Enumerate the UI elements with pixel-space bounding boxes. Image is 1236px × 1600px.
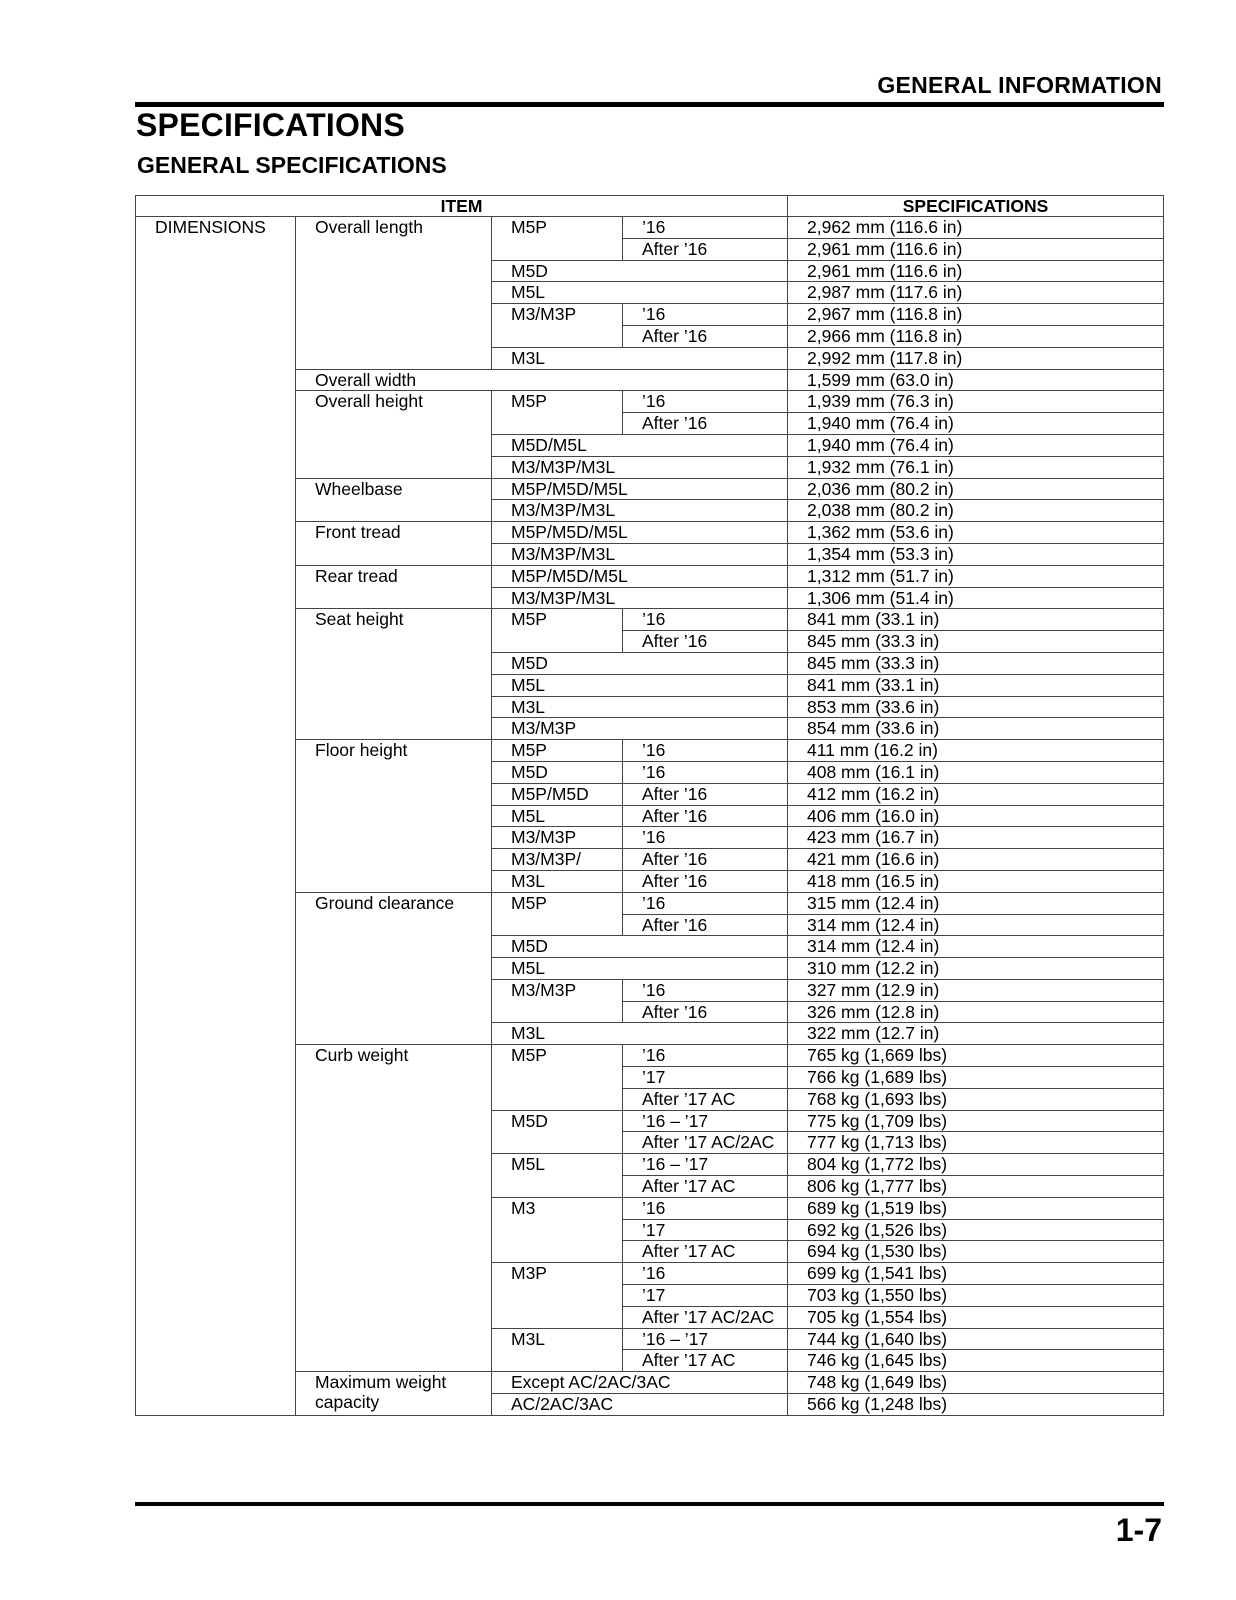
item-cell: Overall height: [296, 391, 492, 478]
year-cell: After ’17 AC: [623, 1241, 788, 1263]
spec-cell: 1,932 mm (76.1 in): [788, 456, 1164, 478]
model-cell: M5D: [492, 1110, 623, 1154]
year-cell: ’16 – ’17: [623, 1328, 788, 1350]
model-cell: M3/M3P: [492, 304, 623, 348]
spec-cell: 1,940 mm (76.4 in): [788, 413, 1164, 435]
specifications-column-header: SPECIFICATIONS: [788, 196, 1164, 217]
year-cell: After ’16: [623, 870, 788, 892]
year-cell: After ’17 AC: [623, 1350, 788, 1372]
model-cell: M3L: [492, 870, 623, 892]
model-cell: M5L: [492, 674, 788, 696]
spec-cell: 411 mm (16.2 in): [788, 740, 1164, 762]
model-cell: M3/M3P/: [492, 849, 623, 871]
year-cell: After ’17 AC: [623, 1176, 788, 1198]
year-cell: ’17: [623, 1219, 788, 1241]
year-cell: ’16: [623, 1197, 788, 1219]
spec-cell: 854 mm (33.6 in): [788, 718, 1164, 740]
model-cell: M5D: [492, 652, 788, 674]
model-cell: M5P/M5D: [492, 783, 623, 805]
spec-cell: 689 kg (1,519 lbs): [788, 1197, 1164, 1219]
year-cell: ’16 – ’17: [623, 1154, 788, 1176]
model-cell: M5L: [492, 1154, 623, 1198]
spec-cell: 322 mm (12.7 in): [788, 1023, 1164, 1045]
page-title: SPECIFICATIONS: [136, 107, 405, 143]
model-cell: Except AC/2AC/3AC: [492, 1372, 788, 1394]
spec-cell: 1,939 mm (76.3 in): [788, 391, 1164, 413]
year-cell: ’16: [623, 979, 788, 1001]
spec-cell: 841 mm (33.1 in): [788, 609, 1164, 631]
spec-cell: 1,362 mm (53.6 in): [788, 522, 1164, 544]
spec-cell: 777 kg (1,713 lbs): [788, 1132, 1164, 1154]
spec-cell: 2,966 mm (116.8 in): [788, 325, 1164, 347]
table-header-row: [136, 196, 1164, 217]
spec-cell: 2,961 mm (116.6 in): [788, 260, 1164, 282]
item-cell: Seat height: [296, 609, 492, 740]
year-cell: After ’17 AC: [623, 1088, 788, 1110]
table-body: [136, 217, 1164, 1416]
spec-cell: 804 kg (1,772 lbs): [788, 1154, 1164, 1176]
year-cell: ’16: [623, 892, 788, 914]
spec-cell: 746 kg (1,645 lbs): [788, 1350, 1164, 1372]
spec-cell: 566 kg (1,248 lbs): [788, 1394, 1164, 1416]
model-cell: M3: [492, 1197, 623, 1262]
spec-cell: 853 mm (33.6 in): [788, 696, 1164, 718]
year-cell: After ’16: [623, 631, 788, 653]
bottom-rule: [135, 1502, 1164, 1506]
model-cell: M3/M3P: [492, 827, 623, 849]
spec-cell: 315 mm (12.4 in): [788, 892, 1164, 914]
year-cell: After ’17 AC/2AC: [623, 1306, 788, 1328]
item-column-header: ITEM: [136, 196, 788, 217]
category-cell: DIMENSIONS: [136, 217, 296, 1416]
model-cell: M5L: [492, 805, 623, 827]
model-cell: M5P/M5D/M5L: [492, 478, 788, 500]
year-cell: ’16: [623, 391, 788, 413]
spec-cell: 766 kg (1,689 lbs): [788, 1067, 1164, 1089]
item-cell: Overall width: [296, 369, 788, 391]
year-cell: After ’16: [623, 238, 788, 260]
spec-cell: 841 mm (33.1 in): [788, 674, 1164, 696]
item-cell: Wheelbase: [296, 478, 492, 522]
year-cell: After ’16: [623, 413, 788, 435]
model-cell: M5P: [492, 892, 623, 936]
year-cell: After ’16: [623, 805, 788, 827]
spec-cell: 699 kg (1,541 lbs): [788, 1263, 1164, 1285]
model-cell: M3/M3P/M3L: [492, 456, 788, 478]
spec-cell: 845 mm (33.3 in): [788, 652, 1164, 674]
page-number: 1-7: [1115, 1512, 1162, 1548]
spec-cell: 806 kg (1,777 lbs): [788, 1176, 1164, 1198]
model-cell: M5D: [492, 936, 788, 958]
spec-cell: 2,038 mm (80.2 in): [788, 500, 1164, 522]
model-cell: M5D: [492, 761, 623, 783]
year-cell: After ’17 AC/2AC: [623, 1132, 788, 1154]
spec-cell: 310 mm (12.2 in): [788, 958, 1164, 980]
spec-cell: 768 kg (1,693 lbs): [788, 1088, 1164, 1110]
spec-cell: 1,306 mm (51.4 in): [788, 587, 1164, 609]
spec-cell: 705 kg (1,554 lbs): [788, 1306, 1164, 1328]
model-cell: M5P: [492, 1045, 623, 1110]
table-row: [136, 217, 1164, 239]
model-cell: M3L: [492, 1328, 623, 1372]
spec-cell: 2,992 mm (117.8 in): [788, 347, 1164, 369]
year-cell: ’16: [623, 740, 788, 762]
model-cell: M3L: [492, 696, 788, 718]
specifications-table: [135, 195, 1164, 1416]
spec-cell: 314 mm (12.4 in): [788, 914, 1164, 936]
spec-cell: 775 kg (1,709 lbs): [788, 1110, 1164, 1132]
spec-cell: 2,962 mm (116.6 in): [788, 217, 1164, 239]
spec-cell: 694 kg (1,530 lbs): [788, 1241, 1164, 1263]
spec-cell: 765 kg (1,669 lbs): [788, 1045, 1164, 1067]
model-cell: M3P: [492, 1263, 623, 1328]
spec-cell: 418 mm (16.5 in): [788, 870, 1164, 892]
year-cell: After ’16: [623, 325, 788, 347]
model-cell: AC/2AC/3AC: [492, 1394, 788, 1416]
spec-cell: 748 kg (1,649 lbs): [788, 1372, 1164, 1394]
model-cell: M5P: [492, 217, 623, 261]
spec-cell: 327 mm (12.9 in): [788, 979, 1164, 1001]
spec-cell: 2,961 mm (116.6 in): [788, 238, 1164, 260]
spec-cell: 744 kg (1,640 lbs): [788, 1328, 1164, 1350]
item-cell: Front tread: [296, 522, 492, 566]
year-cell: ’16: [623, 304, 788, 326]
model-cell: M3/M3P/M3L: [492, 543, 788, 565]
section-title: GENERAL SPECIFICATIONS: [137, 152, 447, 178]
model-cell: M3/M3P/M3L: [492, 587, 788, 609]
model-cell: M5P/M5D/M5L: [492, 565, 788, 587]
model-cell: M5D/M5L: [492, 434, 788, 456]
year-cell: After ’16: [623, 1001, 788, 1023]
model-cell: M3L: [492, 1023, 788, 1045]
item-cell: Maximum weight capacity: [296, 1372, 492, 1416]
item-cell: Curb weight: [296, 1045, 492, 1372]
spec-cell: 423 mm (16.7 in): [788, 827, 1164, 849]
year-cell: ’17: [623, 1067, 788, 1089]
section-header: GENERAL INFORMATION: [877, 72, 1162, 98]
spec-cell: 314 mm (12.4 in): [788, 936, 1164, 958]
spec-cell: 2,987 mm (117.6 in): [788, 282, 1164, 304]
model-cell: M3/M3P: [492, 979, 623, 1023]
year-cell: After ’16: [623, 849, 788, 871]
model-cell: M5L: [492, 282, 788, 304]
spec-cell: 1,312 mm (51.7 in): [788, 565, 1164, 587]
year-cell: ’16: [623, 1263, 788, 1285]
spec-cell: 1,940 mm (76.4 in): [788, 434, 1164, 456]
model-cell: M5P: [492, 391, 623, 435]
model-cell: M5L: [492, 958, 788, 980]
year-cell: ’16: [623, 217, 788, 239]
item-cell: Floor height: [296, 740, 492, 893]
year-cell: ’17: [623, 1285, 788, 1307]
year-cell: After ’16: [623, 783, 788, 805]
item-cell: Rear tread: [296, 565, 492, 609]
spec-cell: 703 kg (1,550 lbs): [788, 1285, 1164, 1307]
year-cell: ’16: [623, 1045, 788, 1067]
year-cell: ’16 – ’17: [623, 1110, 788, 1132]
year-cell: ’16: [623, 827, 788, 849]
spec-cell: 845 mm (33.3 in): [788, 631, 1164, 653]
spec-cell: 2,036 mm (80.2 in): [788, 478, 1164, 500]
spec-cell: 326 mm (12.8 in): [788, 1001, 1164, 1023]
year-cell: ’16: [623, 609, 788, 631]
spec-cell: 692 kg (1,526 lbs): [788, 1219, 1164, 1241]
spec-cell: 408 mm (16.1 in): [788, 761, 1164, 783]
model-cell: M5P: [492, 740, 623, 762]
year-cell: After ’16: [623, 914, 788, 936]
model-cell: M5P/M5D/M5L: [492, 522, 788, 544]
model-cell: M3/M3P/M3L: [492, 500, 788, 522]
item-cell: Overall length: [296, 217, 492, 370]
spec-cell: 421 mm (16.6 in): [788, 849, 1164, 871]
model-cell: M5P: [492, 609, 623, 653]
model-cell: M3L: [492, 347, 788, 369]
spec-cell: 2,967 mm (116.8 in): [788, 304, 1164, 326]
spec-cell: 406 mm (16.0 in): [788, 805, 1164, 827]
spec-cell: 1,354 mm (53.3 in): [788, 543, 1164, 565]
model-cell: M5D: [492, 260, 788, 282]
item-cell: Ground clearance: [296, 892, 492, 1045]
model-cell: M3/M3P: [492, 718, 788, 740]
spec-cell: 412 mm (16.2 in): [788, 783, 1164, 805]
spec-cell: 1,599 mm (63.0 in): [788, 369, 1164, 391]
year-cell: ’16: [623, 761, 788, 783]
